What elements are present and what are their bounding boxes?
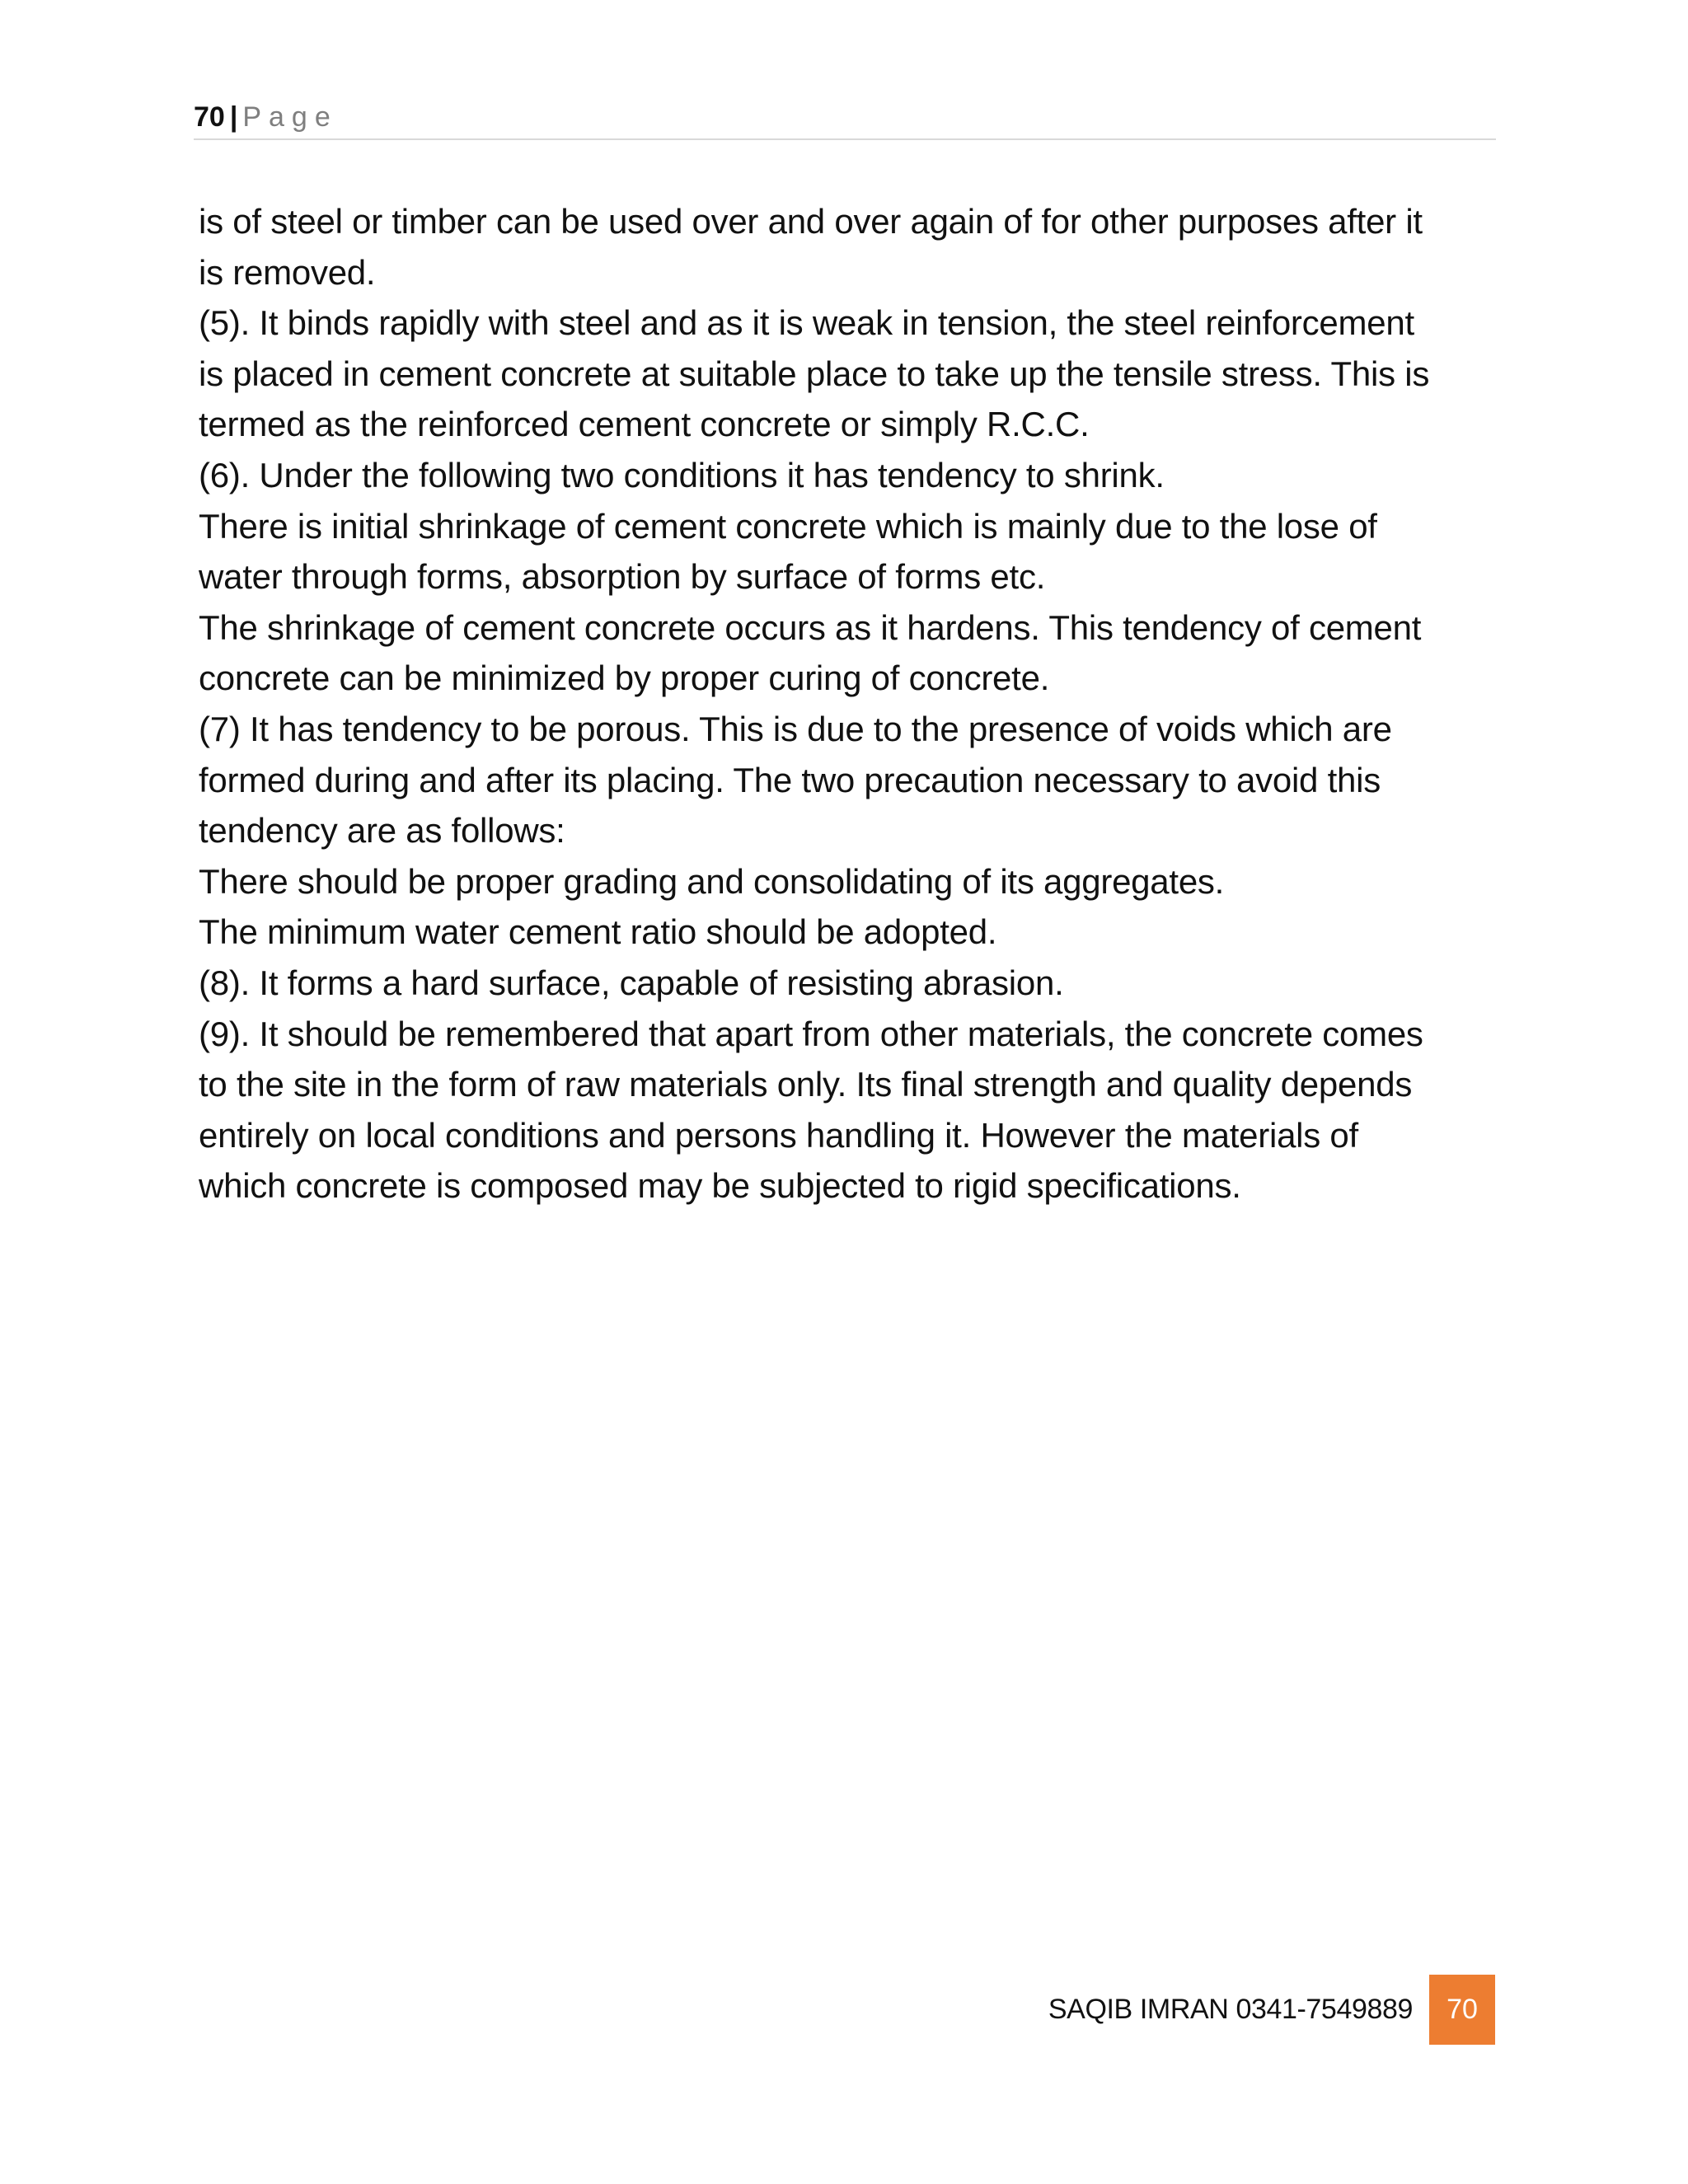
body-line: There is initial shrinkage of cement concrete which is mainly due to the lose of	[199, 506, 1377, 546]
page-footer	[989, 1975, 1495, 2045]
body-line: (7) It has tendency to be porous. This is due to the presence of voids which are	[199, 709, 1392, 748]
body-line: formed during and after its placing. The two precaution necessary to avoid this	[199, 760, 1381, 799]
body-line: is placed in cement concrete at suitable place to take up the tensile stress. This is	[199, 354, 1430, 393]
header-page-number: 70	[194, 101, 225, 133]
body-line: concrete can be minimized by proper curing of concrete.	[199, 658, 1050, 698]
body-line: (8). It forms a hard surface, capable of resisting abrasion.	[199, 963, 1064, 1002]
body-line: is removed.	[199, 252, 376, 292]
footer-author: SAQIB IMRAN 0341-7549889	[1048, 1994, 1413, 2025]
body-text	[199, 196, 1497, 1212]
body-line: (6). Under the following two conditions it has tendency to shrink.	[199, 455, 1165, 494]
body-line: termed as the reinforced cement concrete or simply R.C.C.	[199, 405, 1090, 444]
page-header	[194, 97, 1496, 140]
body-line: entirely on local conditions and persons handling it. However the materials of	[199, 1115, 1358, 1155]
body-line: (9). It should be remembered that apart from other materials, the concrete comes	[199, 1014, 1423, 1053]
body-line: is of steel or timber can be used over and over again of for other purposes after it	[199, 202, 1423, 241]
body-line: The shrinkage of cement concrete occurs as it hardens. This tendency of cement	[199, 607, 1422, 647]
body-line: which concrete is composed may be subjected to rigid specifications.	[199, 1166, 1241, 1206]
body-line: There should be proper grading and consolidating of its aggregates.	[199, 861, 1225, 901]
body-line: The minimum water cement ratio should be adopted.	[199, 912, 997, 952]
footer-page-number: 70	[1429, 1975, 1495, 2045]
body-line: (5). It binds rapidly with steel and as it is weak in tension, the steel reinforcement	[199, 303, 1414, 343]
body-line: to the site in the form of raw materials only. Its final strength and quality depends	[199, 1065, 1413, 1104]
header-separator: |	[229, 101, 238, 133]
body-line: water through forms, absorption by surface of forms etc.	[199, 557, 1046, 597]
header-page-label: Page	[242, 101, 338, 133]
body-line: tendency are as follows:	[199, 811, 565, 851]
